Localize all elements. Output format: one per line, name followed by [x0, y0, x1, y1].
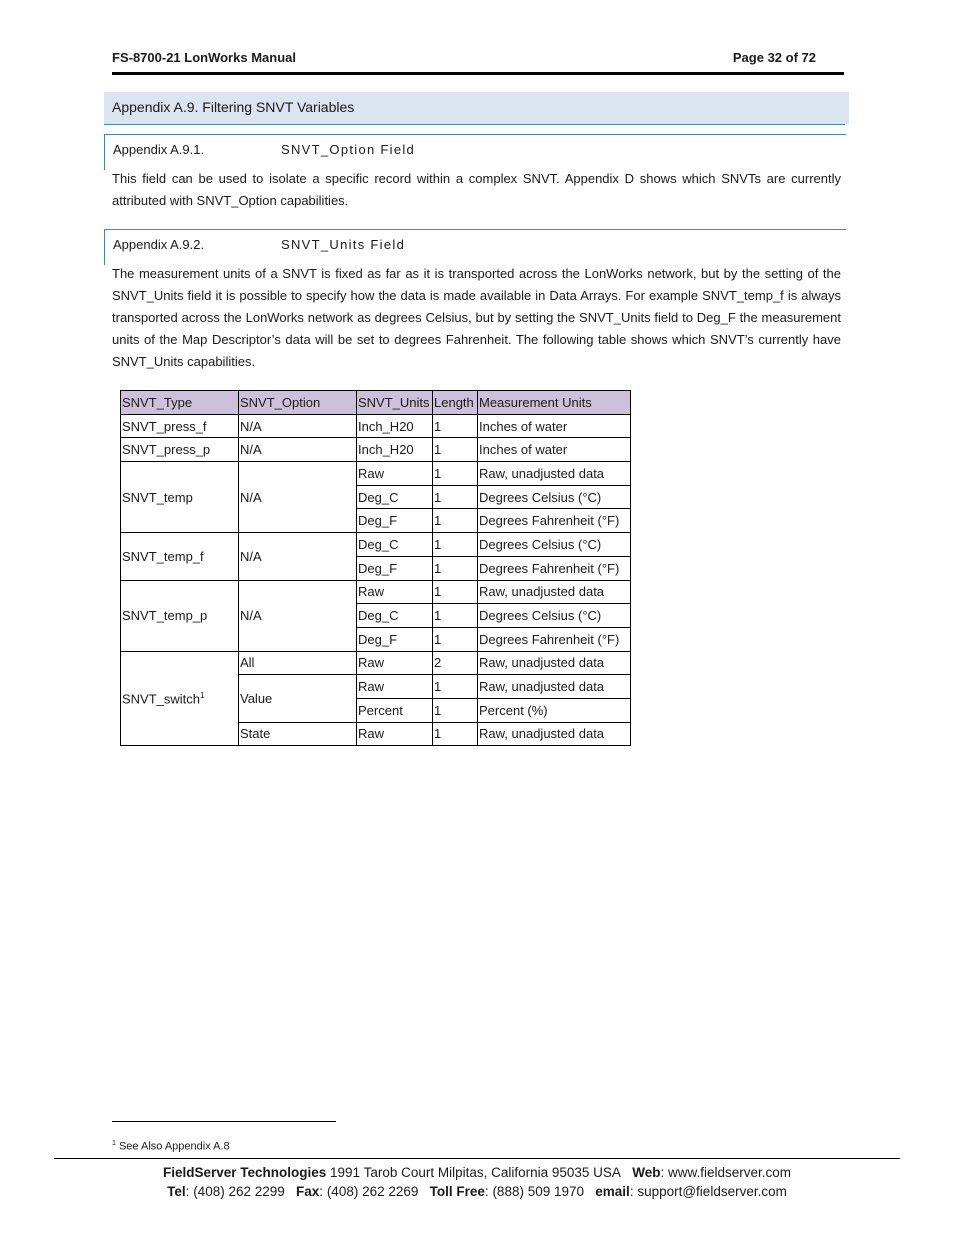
snvt-units-cell	[357, 414, 433, 438]
footer-rule	[54, 1158, 900, 1159]
snvt-units-cell	[357, 438, 433, 462]
length-cell-text: 1	[434, 560, 442, 576]
snvt-units-cell	[357, 580, 433, 604]
email-address: support@fieldserver.com	[637, 1184, 787, 1199]
header-rule	[112, 72, 844, 75]
table-row	[121, 438, 631, 462]
length-cell	[433, 604, 478, 628]
length-cell-text: 1	[434, 489, 442, 505]
snvt-units-cell	[357, 722, 433, 746]
snvt-type-cell	[121, 414, 239, 438]
column-header: SNVT_Units	[357, 391, 433, 415]
table-row	[121, 580, 631, 604]
heading-divider	[104, 124, 845, 125]
snvt-units-cell-text: Deg_C	[358, 536, 399, 552]
snvt-type-cell-text: SNVT_temp	[122, 489, 193, 505]
measurement-units-cell	[478, 627, 631, 651]
footnote-text: See Also Appendix A.8	[118, 1140, 230, 1153]
snvt-type-cell	[121, 651, 239, 746]
company-name: FieldServer Technologies	[162, 1165, 327, 1180]
snvt-units-cell	[357, 485, 433, 509]
snvt-units-cell	[357, 556, 433, 580]
section-number: Appendix A.9.1.	[113, 142, 205, 157]
snvt-type-cell-text: SNVT_temp_p	[122, 608, 208, 624]
appendix-heading	[104, 92, 849, 124]
length-cell	[433, 462, 478, 486]
snvt-option-cell	[239, 438, 357, 462]
measurement-units-cell	[478, 722, 631, 746]
section-heading-option	[104, 134, 846, 170]
snvt-units-cell	[357, 675, 433, 699]
length-cell	[433, 627, 478, 651]
length-cell-text: 1	[434, 726, 442, 742]
length-cell	[433, 533, 478, 557]
snvt-option-cell	[239, 722, 357, 746]
snvt-option-cell-text: N/A	[240, 418, 262, 434]
section-title: SNVT_Option Field	[281, 142, 416, 157]
column-header: Length	[433, 391, 478, 415]
tollfree-label: Toll Free	[429, 1184, 485, 1199]
snvt-type-cell-text: SNVT_press_p	[122, 442, 211, 458]
measurement-units-cell-text: Degrees Fahrenheit (°F)	[479, 513, 620, 529]
snvt-type-cell-text: SNVT_press_f	[122, 418, 207, 434]
length-cell	[433, 414, 478, 438]
table-row	[121, 414, 631, 438]
measurement-units-cell-text: Raw, unadjusted data	[479, 584, 605, 600]
snvt-option-cell	[239, 533, 357, 580]
footnote-mark: 1	[112, 1140, 116, 1147]
section-title: SNVT_Units Field	[281, 237, 406, 252]
length-cell	[433, 438, 478, 462]
snvt-units-cell-text: Deg_F	[358, 560, 398, 576]
length-cell-text: 1	[434, 679, 442, 695]
measurement-units-cell-text: Degrees Fahrenheit (°F)	[479, 560, 620, 576]
snvt-type-cell-text: SNVT_temp_f	[122, 548, 204, 564]
snvt-option-cell-text: Value	[240, 690, 273, 706]
appendix-heading-text: Appendix A.9. Filtering SNVT Variables	[112, 99, 355, 115]
snvt-option-cell	[239, 580, 357, 651]
footer-line-2: Tel: (408) 262 2299 Fax: (408) 262 2269 Toll Free: (888) 509 1970 email: support@fieldserver.com	[167, 1184, 787, 1199]
snvt-units-cell	[357, 627, 433, 651]
table-row	[121, 533, 631, 557]
snvt-units-cell-text: Percent	[358, 702, 403, 718]
length-cell	[433, 580, 478, 604]
footnote	[112, 1140, 230, 1153]
length-cell-text: 1	[434, 465, 442, 481]
snvt-type-cell	[121, 580, 239, 651]
measurement-units-cell-text: Raw, unadjusted data	[479, 465, 605, 481]
snvt-option-cell-text: N/A	[240, 442, 262, 458]
snvt-type-cell	[121, 533, 239, 580]
length-cell	[433, 485, 478, 509]
page-footer	[54, 1163, 900, 1201]
snvt-type-cell	[121, 438, 239, 462]
document-title: FS-8700-21 LonWorks Manual	[112, 50, 296, 65]
web-address: www.fieldserver.com	[668, 1165, 792, 1180]
footnote-reference: 1	[200, 690, 205, 700]
length-cell	[433, 698, 478, 722]
length-cell	[433, 722, 478, 746]
snvt-type-cell-text: SNVT_switch	[122, 691, 201, 707]
length-cell-text: 1	[434, 442, 442, 458]
snvt-option-cell-text: N/A	[240, 548, 262, 564]
measurement-units-cell-text: Raw, unadjusted data	[479, 655, 605, 671]
length-cell-text: 1	[434, 608, 442, 624]
snvt-units-cell-text: Inch_H20	[358, 442, 414, 458]
column-header: Measurement Units	[478, 391, 631, 415]
length-cell-text: 1	[434, 631, 442, 647]
length-cell	[433, 651, 478, 675]
measurement-units-cell-text: Degrees Celsius (°C)	[479, 536, 602, 552]
snvt-units-cell-text: Raw	[358, 655, 385, 671]
section-heading-units	[104, 229, 846, 265]
length-cell-text: 2	[434, 655, 442, 671]
snvt-option-cell	[239, 651, 357, 675]
length-cell-text: 1	[434, 702, 442, 718]
measurement-units-cell	[478, 414, 631, 438]
section-number: Appendix A.9.2.	[113, 237, 205, 252]
snvt-option-cell	[239, 462, 357, 533]
table-row	[121, 462, 631, 486]
length-cell-text: 1	[434, 418, 442, 434]
snvt-units-cell	[357, 462, 433, 486]
length-cell-text: 1	[434, 513, 442, 529]
snvt-type-cell	[121, 462, 239, 533]
fax-number: (408) 262 2269	[326, 1184, 419, 1199]
length-cell-text: 1	[434, 536, 442, 552]
page-number: Page 32 of 72	[732, 50, 816, 65]
snvt-units-cell	[357, 604, 433, 628]
measurement-units-cell-text: Degrees Celsius (°C)	[479, 608, 602, 624]
snvt-units-cell	[357, 509, 433, 533]
snvt-units-cell-text: Deg_C	[358, 608, 399, 624]
snvt-units-cell-text: Raw	[358, 465, 385, 481]
snvt-units-cell-text: Deg_C	[358, 489, 399, 505]
length-cell	[433, 509, 478, 533]
measurement-units-cell	[478, 580, 631, 604]
measurement-units-cell-text: Degrees Fahrenheit (°F)	[479, 631, 620, 647]
measurement-units-cell-text: Raw, unadjusted data	[479, 726, 605, 742]
length-cell-text: 1	[434, 584, 442, 600]
length-cell	[433, 675, 478, 699]
snvt-units-cell-text: Raw	[358, 726, 385, 742]
snvt-option-cell	[239, 414, 357, 438]
measurement-units-cell-text: Inches of water	[479, 418, 568, 434]
measurement-units-cell-text: Raw, unadjusted data	[479, 679, 605, 695]
column-header: SNVT_Type	[121, 391, 239, 415]
measurement-units-cell	[478, 462, 631, 486]
footnote-rule	[112, 1121, 336, 1122]
snvt-units-cell	[357, 651, 433, 675]
measurement-units-cell	[478, 556, 631, 580]
table-body	[121, 414, 631, 746]
length-cell	[433, 556, 478, 580]
footer-line-1: FieldServer Technologies 1991 Tarob Court Milpitas, California 95035 USA Web: www.fieldserver.com	[162, 1165, 792, 1180]
snvt-units-cell-text: Inch_H20	[358, 418, 414, 434]
measurement-units-cell	[478, 604, 631, 628]
snvt-option-cell-text: N/A	[240, 608, 262, 624]
snvt-option-cell	[239, 675, 357, 722]
company-address: 1991 Tarob Court Milpitas, California 95035 USA	[330, 1165, 621, 1180]
measurement-units-cell	[478, 698, 631, 722]
measurement-units-cell	[478, 509, 631, 533]
tel-number: (408) 262 2299	[193, 1184, 285, 1199]
web-label: Web	[632, 1165, 661, 1180]
snvt-units-cell-text: Raw	[358, 584, 385, 600]
table-row	[121, 651, 631, 675]
snvt-option-cell-text: All	[240, 655, 255, 671]
measurement-units-cell	[478, 675, 631, 699]
measurement-units-cell	[478, 651, 631, 675]
snvt-option-cell-text: N/A	[240, 489, 262, 505]
table-header-row	[121, 391, 631, 415]
measurement-units-cell-text: Inches of water	[479, 442, 568, 458]
tel-label: Tel	[167, 1184, 186, 1199]
page-header	[112, 50, 816, 68]
snvt-units-cell	[357, 698, 433, 722]
measurement-units-cell	[478, 485, 631, 509]
snvt-option-cell-text: State	[240, 726, 271, 742]
fax-label: Fax	[296, 1184, 320, 1199]
snvt-units-table	[120, 390, 631, 746]
email-label: email	[595, 1184, 630, 1199]
snvt-units-cell-text: Deg_F	[358, 631, 398, 647]
measurement-units-cell	[478, 533, 631, 557]
section-body-units: The measurement units of a SNVT is fixed as far as it is transported across the LonWorks network, but by the setting of the SNVT_Units field it is possible to specify how the data is made available in Data Arrays. For example SNVT_temp_f is always transported across the LonWorks network as degrees Celsius, but by setting the SNVT_Units field to Deg_F the measurement units of the Map Descriptor’s data will be set to degrees Fahrenheit. The following table shows which SNVT’s currently have SNVT_Units capabilities.	[112, 266, 841, 369]
measurement-units-cell-text: Degrees Celsius (°C)	[479, 489, 602, 505]
column-header: SNVT_Option	[239, 391, 357, 415]
tollfree-number: (888) 509 1970	[492, 1184, 585, 1199]
snvt-units-cell-text: Raw	[358, 679, 385, 695]
snvt-units-cell	[357, 533, 433, 557]
section-body-option: This field can be used to isolate a specific record within a complex SNVT. Appendix D shows which SNVTs are currently attributed with SNVT_Option capabilities.	[112, 171, 841, 208]
snvt-units-cell-text: Deg_F	[358, 513, 398, 529]
measurement-units-cell-text: Percent (%)	[479, 702, 548, 718]
measurement-units-cell	[478, 438, 631, 462]
